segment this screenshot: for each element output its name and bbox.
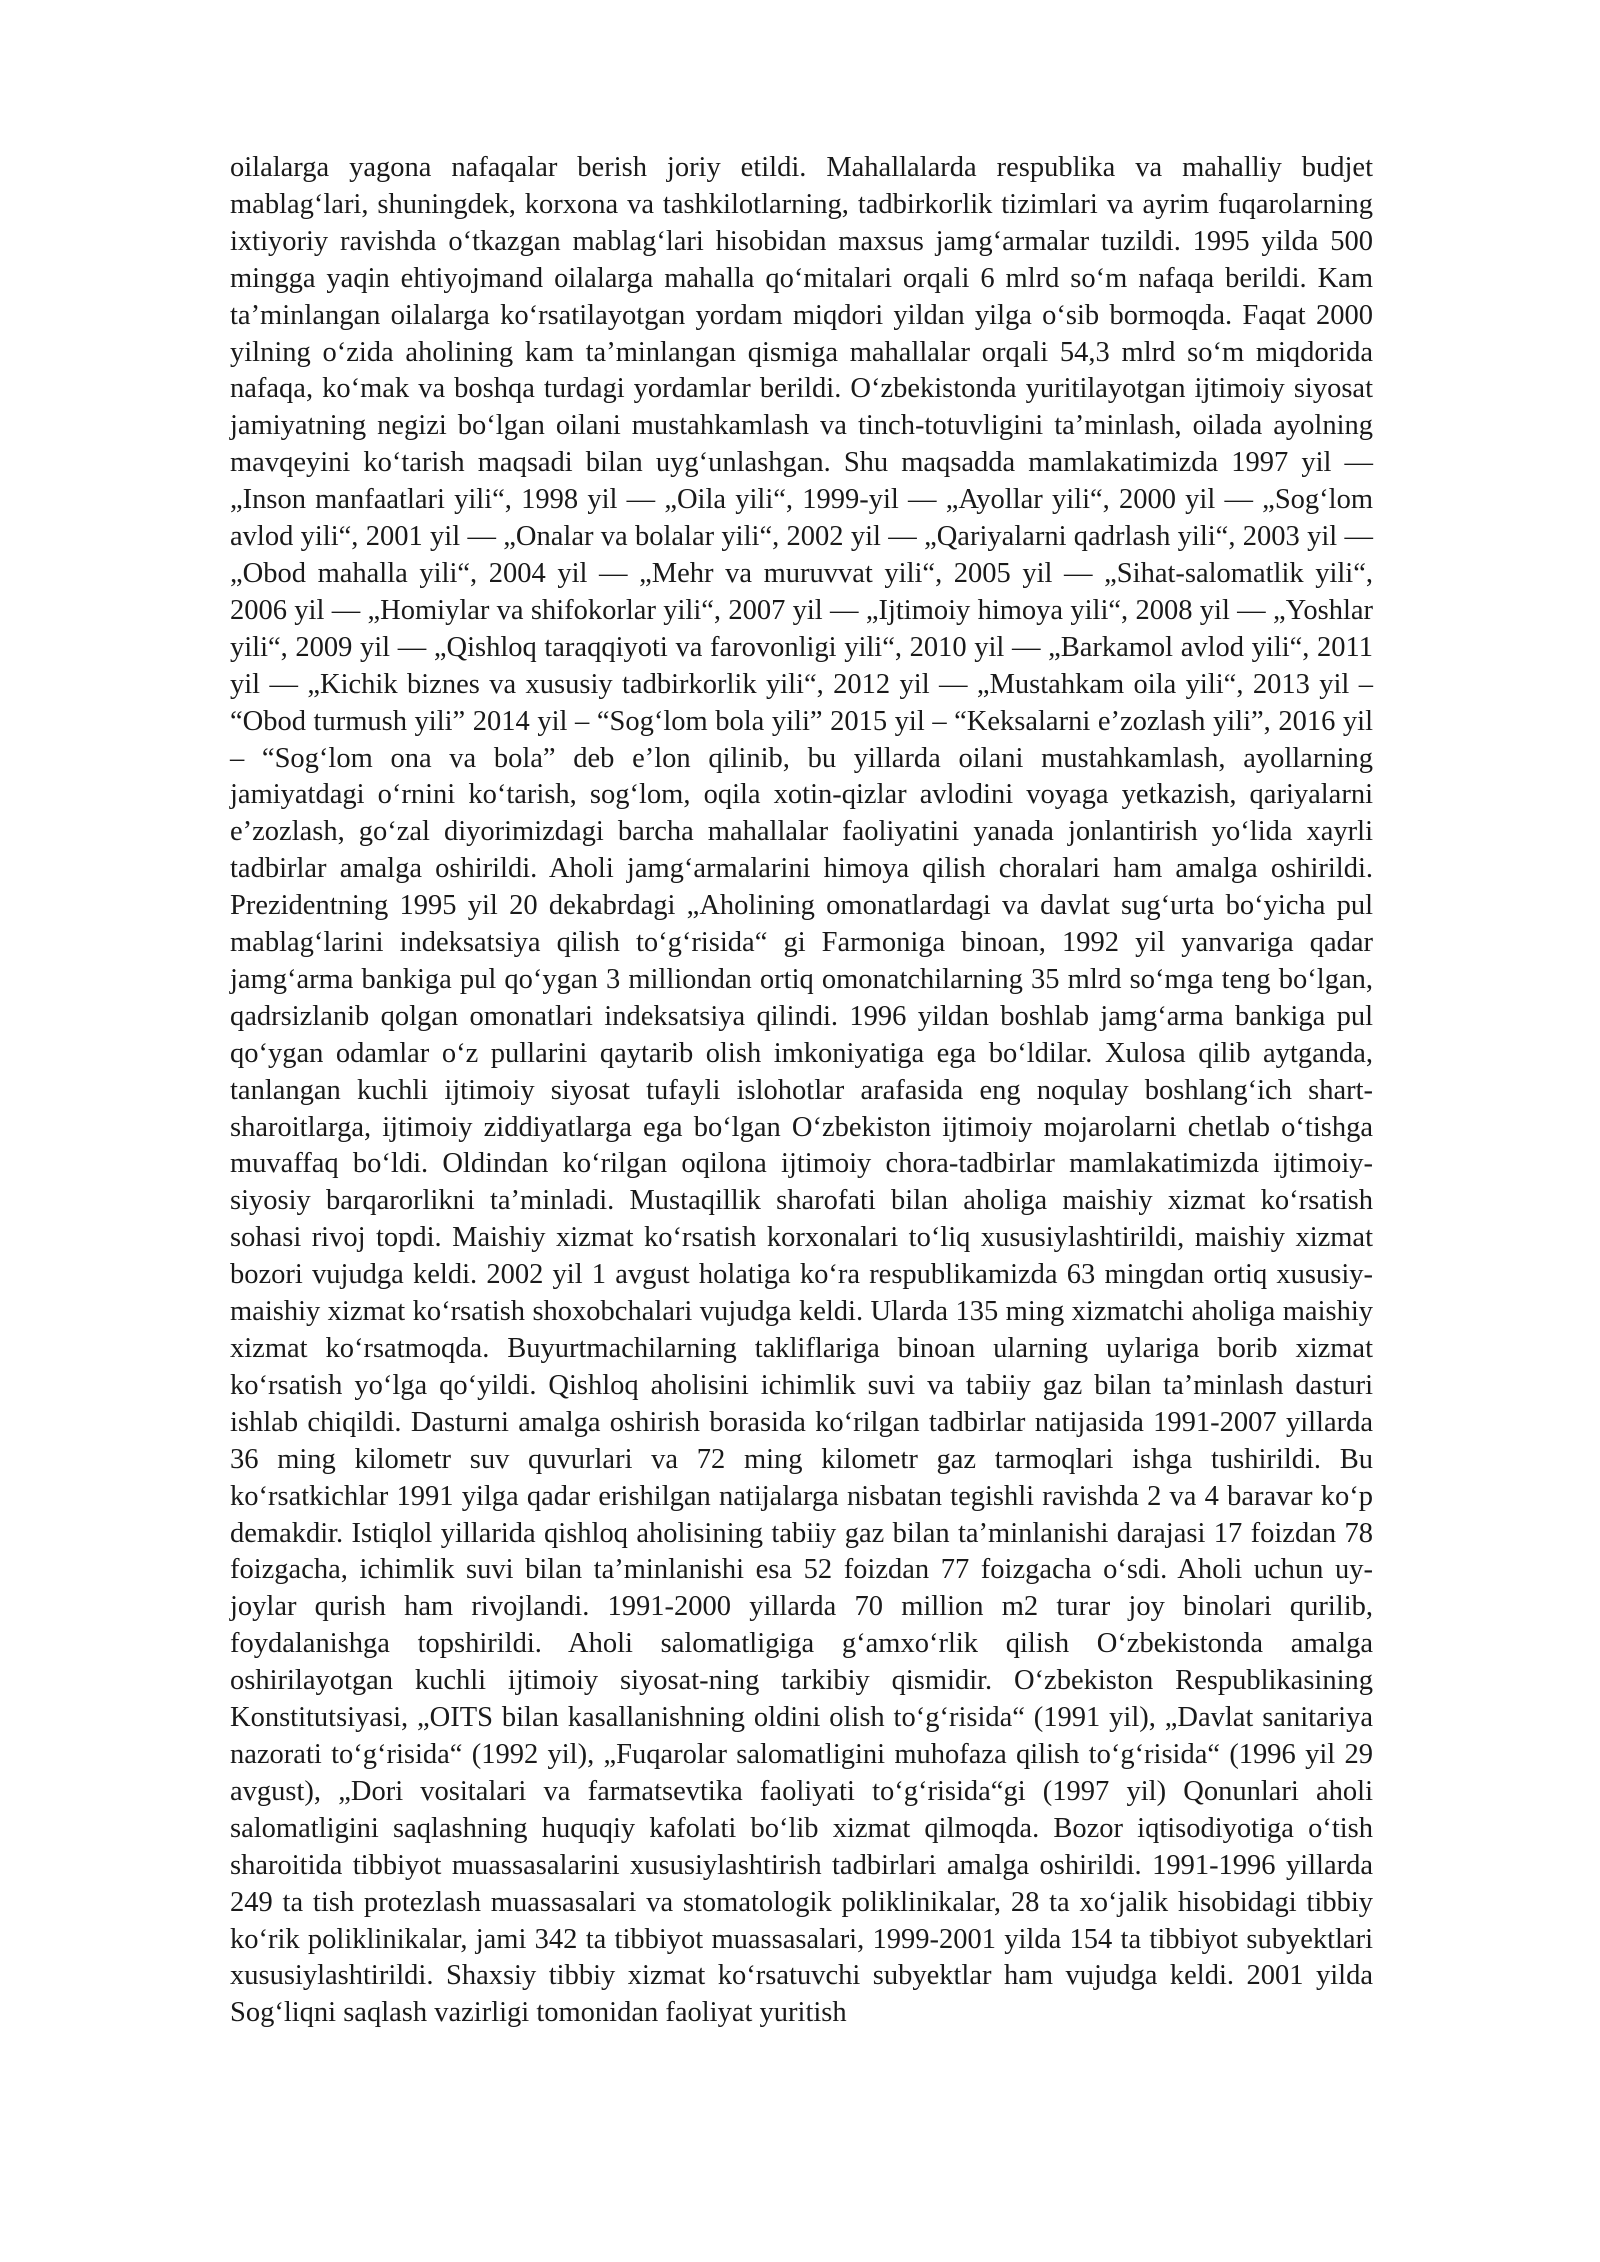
document-page (230, 150, 1373, 2032)
body-paragraph: oilalarga yagona nafaqalar berish joriy etildi. Mahallalarda respublika va mahalliy budjet mablag‘lari, shuningdek, korxona va tashkilotlarning, tadbirkorlik tizimlari va ayrim fuqarolarning ixtiyoriy ravishda o‘tkazgan mablag‘lari hisobidan maxsus jamg‘armalar tuzildi. 1995 yilda 500 mingga yaqin ehtiyojmand oilalarga mahalla qo‘mitalari orqali 6 mlrd so‘m nafaqa berildi. Kam ta’minlangan oilalarga ko‘rsatilayotgan yordam miqdori yildan yilga o‘sib bormoqda. Faqat 2000 yilning o‘zida aholining kam ta’minlangan qismiga mahallalar orqali 54,3 mlrd so‘m miqdorida nafaqa, ko‘mak va boshqa turdagi yordamlar berildi. O‘zbekistonda yuritilayotgan ijtimoiy siyosat jamiyatning negizi bo‘lgan oilani mustahkamlash va tinch-totuvligini ta’minlash, oilada ayolning mavqeyini ko‘tarish maqsadi bilan uyg‘unlashgan. Shu maqsadda mamlakatimizda 1997 yil —„Inson manfaatlari yili“, 1998 yil — „Oila yili“, 1999-yil — „Ayollar yili“, 2000 yil — „Sog‘lom avlod yili“, 2001 yil — „Onalar va bolalar yili“, 2002 yil — „Qariyalarni qadrlash yili“, 2003 yil — „Obod mahalla yili“, 2004 yil — „Mehr va muruvvat yili“, 2005 yil — „Sihat-salomatlik yili“, 2006 yil — „Homiylar va shifokorlar yili“, 2007 yil — „Ijtimoiy himoya yili“, 2008 yil — „Yoshlar yili“, 2009 yil — „Qishloq taraqqiyoti va farovonligi yili“, 2010 yil — „Barkamol avlod yili“, 2011 yil — „Kichik biznes va xususiy tadbirkorlik yili“, 2012 yil — „Mustahkam oila yili“, 2013 yil – “Obod turmush yili” 2014 yil – “Sog‘lom bola yili” 2015 yil – “Keksalarni e’zozlash yili”, 2016 yil – “Sog‘lom ona va bola” deb e’lon qilinib, bu yillarda oilani mustahkamlash, ayollarning jamiyatdagi o‘rnini ko‘tarish, sog‘lom, oqila xotin-qizlar avlodini voyaga yetkazish, qariyalarni e’zozlash, go‘zal diyorimizdagi barcha mahallalar faoliyatini yanada jonlantirish yo‘lida xayrli tadbirlar amalga oshirildi. Aholi jamg‘armalarini himoya qilish choralari ham amalga oshirildi. Prezidentning 1995 yil 20 dekabrdagi „Aholining omonatlardagi va davlat sug‘urta bo‘yicha pul mablag‘larini indeksatsiya qilish to‘g‘risida“ gi Farmoniga binoan, 1992 yil yanvariga qadar jamg‘arma bankiga pul qo‘ygan 3 milliondan ortiq omonatchilarning 35 mlrd so‘mga teng bo‘lgan, qadrsizlanib qolgan omonatlari indeksatsiya qilindi. 1996 yildan boshlab jamg‘arma bankiga pul qo‘ygan odamlar o‘z pullarini qaytarib olish imkoniyatiga ega bo‘ldilar. Xulosa qilib aytganda, tanlangan kuchli ijtimoiy siyosat tufayli islohotlar arafasida eng noqulay boshlang‘ich shart-sharoitlarga, ijtimoiy ziddiyatlarga ega bo‘lgan O‘zbekiston ijtimoiy mojarolarni chetlab o‘tishga muvaffaq bo‘ldi. Oldindan ko‘rilgan oqilona ijtimoiy chora-tadbirlar mamlakatimizda ijtimoiy-siyosiy barqarorlikni ta’minladi. Mustaqillik sharofati bilan aholiga maishiy xizmat ko‘rsatish sohasi rivoj topdi. Maishiy xizmat ko‘rsatish korxonalari to‘liq xususiylashtirildi, maishiy xizmat bozori vujudga keldi. 2002 yil 1 avgust holatiga ko‘ra respublikamizda 63 mingdan ortiq xususiy-maishiy xizmat ko‘rsatish shoxobchalari vujudga keldi. Ularda 135 ming xizmatchi aholiga maishiy xizmat ko‘rsatmoqda. Buyurtmachilarning takliflariga binoan ularning uylariga borib xizmat ko‘rsatish yo‘lga qo‘yildi. Qishloq aholisini ichimlik suvi va tabiiy gaz bilan ta’minlash dasturi ishlab chiqildi. Dasturni amalga oshirish borasida ko‘rilgan tadbirlar natijasida 1991-2007 yillarda 36 ming kilometr suv quvurlari va 72 ming kilometr gaz tarmoqlari ishga tushirildi. Bu ko‘rsatkichlar 1991 yilga qadar erishilgan natijalarga nisbatan tegishli ravishda 2 va 4 baravar ko‘p demakdir. Istiqlol yillarida qishloq aholisining tabiiy gaz bilan ta’minlanishi darajasi 17 foizdan 78 foizgacha, ichimlik suvi bilan ta’minlanishi esa 52 foizdan 77 foizgacha o‘sdi. Aholi uchun uy-joylar qurish ham rivojlandi. 1991-2000 yillarda 70 million m2 turar joy binolari qurilib, foydalanishga topshirildi. Aholi salomatligiga g‘amxo‘rlik qilish O‘zbekistonda amalga oshirilayotgan kuchli ijtimoiy siyosat-ning tarkibiy qismidir. O‘zbekiston Respublikasining Konstitutsiyasi, „OITS bilan kasallanishning oldini olish to‘g‘risida“ (1991 yil), „Davlat sanitariya nazorati to‘g‘risida“ (1992 yil), „Fuqarolar salomatligini muhofaza qilish to‘g‘risida“ (1996 yil 29 avgust), „Dori vositalari va farmatsevtika faoliyati to‘g‘risida“gi (1997 yil) Qonunlari aholi salomatligini saqlashning huquqiy kafolati bo‘lib xizmat qilmoqda. Bozor iqtisodiyotiga o‘tish sharoitida tibbiyot muassasalarini xususiylashtirish tadbirlari amalga oshirildi. 1991-1996 yillarda 249 ta tish protezlash muassasalari va stomatologik poliklinikalar, 28 ta xo‘jalik hisobidagi tibbiy ko‘rik poliklinikalar, jami 342 ta tibbiyot muassasalari, 1999-2001 yilda 154 ta tibbiyot subyektlari xususiylashtirildi. Shaxsiy tibbiy xizmat ko‘rsatuvchi subyektlar ham vujudga keldi. 2001 yilda Sog‘liqni saqlash vazirligi tomonidan faoliyat yuritish (230, 152, 1373, 2029)
